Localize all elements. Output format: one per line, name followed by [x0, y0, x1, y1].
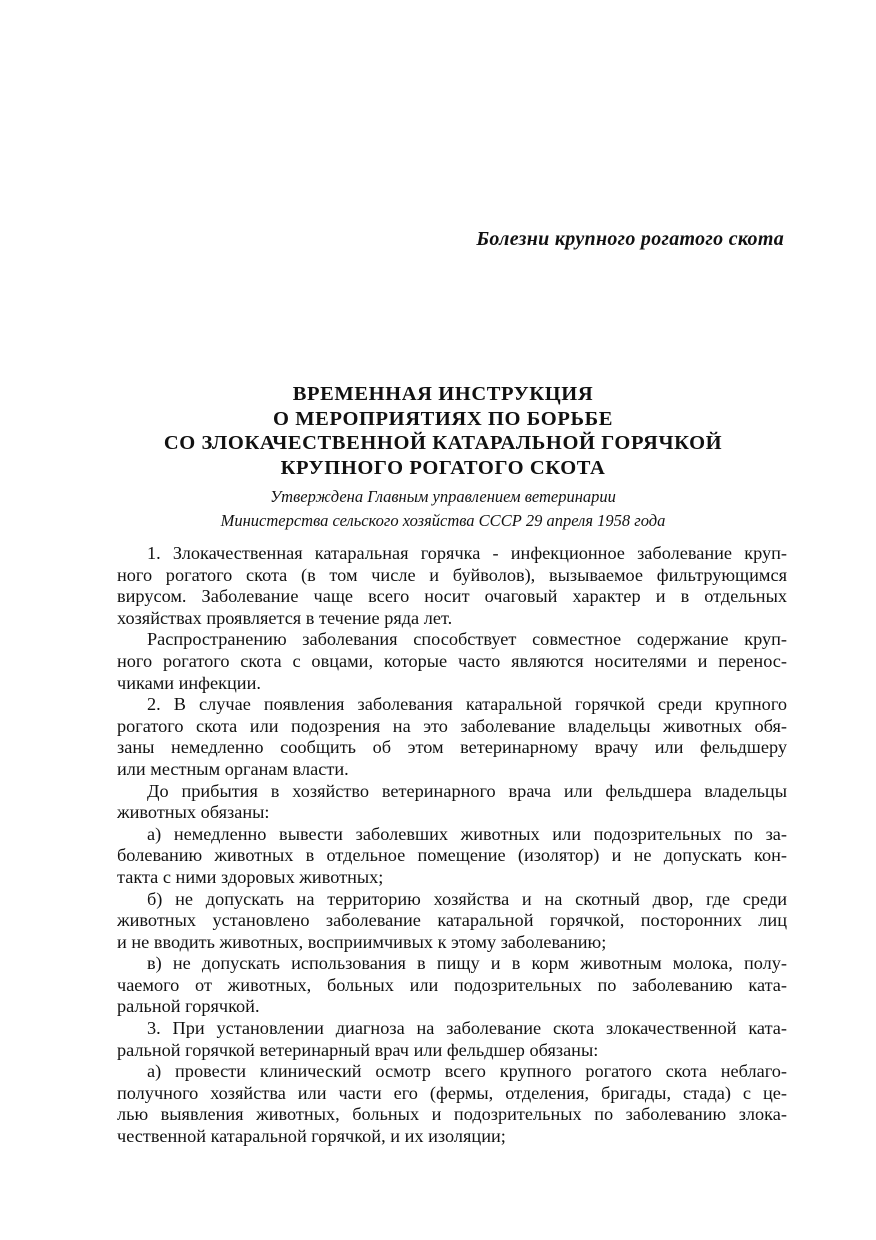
text-line: 1. Злокачественная катаральная горячка - инфекционное заболевание круп- [147, 543, 787, 563]
text-line: животных установлено заболевание катаральной горячкой, посторонних лиц [117, 910, 787, 931]
running-header: Болезни крупного рогатого скота [476, 228, 784, 250]
body-text [117, 543, 787, 1148]
title-line: О МЕРОПРИЯТИЯХ ПО БОРЬБЕ [272, 407, 614, 430]
text-line: болеванию животных в отдельное помещение (изолятор) и не допускать кон- [117, 845, 787, 866]
text-line: ральной горячкой. [117, 996, 260, 1017]
text-line: чиками инфекции. [117, 672, 261, 693]
text-line: заны немедленно сообщить об этом ветеринарному врачу или фельдшеру [117, 737, 787, 758]
text-line: ральной горячкой ветеринарный врач или фельдшер обязаны: [117, 1039, 599, 1060]
text-line: а) провести клинический осмотр всего крупного рогатого скота неблаго- [147, 1061, 787, 1082]
text-line: вирусом. Заболевание чаще всего носит очаговый характер и в отдельных [117, 586, 787, 607]
text-line: 2. В случае появления заболевания катаральной горячкой среди крупного [147, 694, 787, 715]
approval-note [100, 485, 786, 533]
text-line: б) не допускать на территорию хозяйства и на скотный двор, где среди [147, 888, 787, 909]
text-line: До прибытия в хозяйство ветеринарного врача или фельдшера владельцы [147, 780, 787, 801]
title-line: СО ЗЛОКАЧЕСТВЕННОЙ КАТАРАЛЬНОЙ ГОРЯЧКОЙ [163, 432, 723, 454]
title-line: КРУПНОГО РОГАТОГО СКОТА [280, 456, 606, 479]
approval-line: Утверждена Главным управлением ветеринарии [270, 487, 616, 506]
text-line: лью выявления животных, больных и подозрительных по заболеванию злока- [117, 1104, 787, 1125]
text-line: получного хозяйства или части его (фермы, отделения, бригады, стада) с це- [117, 1082, 787, 1103]
text-line: ного рогатого скота с овцами, которые часто являются носителями и перенос- [117, 650, 787, 671]
text-line: ного рогатого скота (в том числе и буйволов), вызываемое фильтрующимся [117, 564, 787, 585]
document-title [100, 382, 786, 480]
text-line: или местным органам власти. [117, 758, 349, 779]
approval-line: Министерства сельского хозяйства СССР 29 апреля 1958 года [220, 511, 666, 530]
text-line: чаемого от животных, больных или подозрительных по заболеванию ката- [117, 974, 787, 995]
text-line: 3. При установлении диагноза на заболевание скота злокачественной ката- [147, 1018, 787, 1039]
text-line: рогатого скота или подозрения на это заболевание владельцы животных обя- [117, 715, 787, 736]
text-line: а) немедленно вывести заболевших животных или подозрительных по за- [147, 823, 787, 844]
text-line: в) не допускать использования в пищу и в корм животным молока, полу- [147, 953, 787, 974]
text-line: чественной катаральной горячкой, и их изоляции; [117, 1126, 506, 1147]
text-line: Распространению заболевания способствует совместное содержание круп- [147, 629, 787, 650]
text-line: такта с ними здоровых животных; [117, 866, 384, 887]
title-line: ВРЕМЕННАЯ ИНСТРУКЦИЯ [292, 383, 594, 405]
text-line: животных обязаны: [117, 802, 270, 823]
text-line: и не вводить животных, восприимчивых к этому заболеванию; [117, 931, 607, 952]
text-line: хозяйствах проявляется в течение ряда лет. [117, 607, 453, 628]
